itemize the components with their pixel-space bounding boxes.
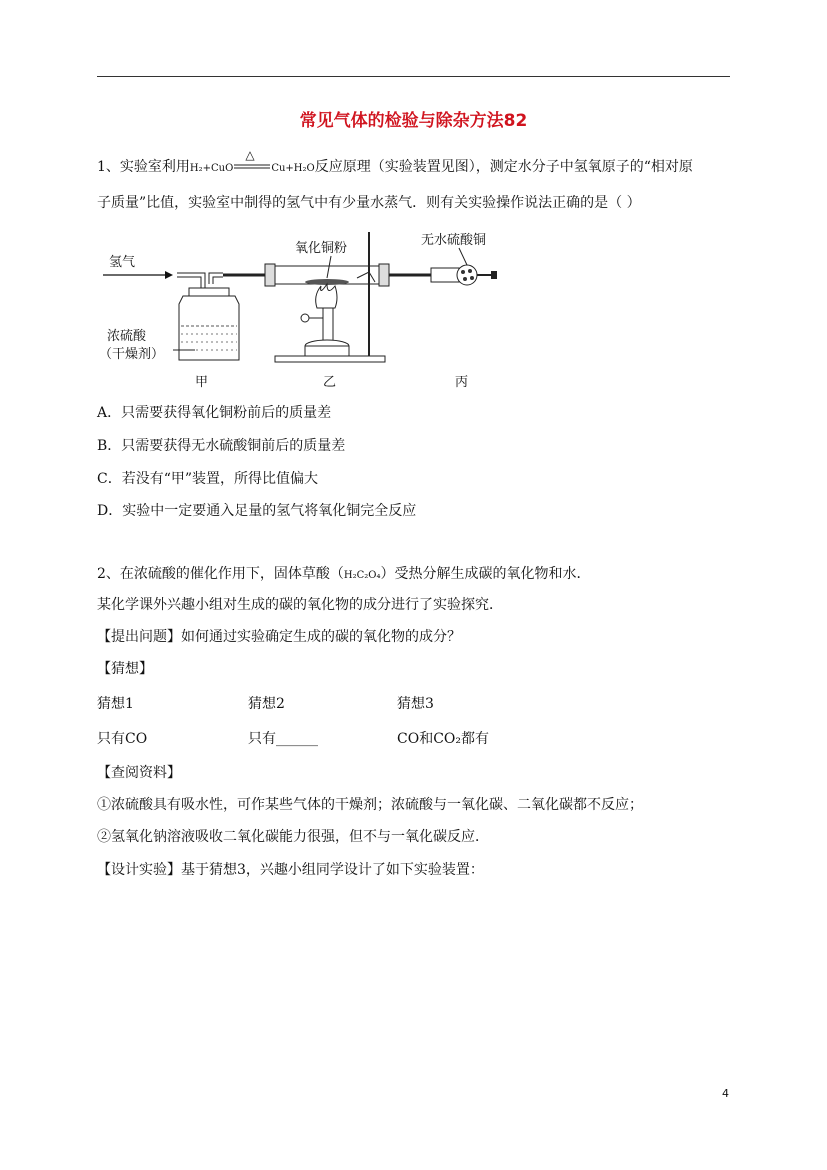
option-d: D．实验中一定要通入足量的氢气将氧化铜完全反应	[97, 503, 417, 519]
guess-heading: 【猜想】	[97, 661, 153, 677]
apparatus-figure	[95, 222, 515, 394]
option-a: A．只需要获得氧化铜粉前后的质量差	[97, 405, 332, 421]
material-2: ②氢氧化钠溶液吸收二氧化碳能力很强，但不与一氧化碳反应．	[97, 829, 489, 845]
q1-stem-rest: 反应原理（实验装置见图），测定水分子中氢氧原子的“相对原	[314, 159, 693, 175]
guess-1-content: 只有CO	[97, 731, 148, 747]
heat-symbol: △	[245, 148, 255, 162]
q2-line1-start: 2、在浓硫酸的催化作用下，固体草酸（	[97, 566, 344, 582]
option-b: B．只需要获得无水硫酸铜前后的质量差	[97, 438, 346, 454]
page-number: 4	[722, 1087, 729, 1100]
label-yi: 乙	[323, 375, 337, 390]
q1-stem-start: 1、实验室利用	[97, 159, 190, 175]
materials-heading: 【查阅资料】	[97, 765, 181, 781]
q2-line1-end: ）受热分解生成碳的氧化物和水．	[380, 566, 591, 582]
q1-stem-line2: 子质量”比值，实验室中制得的氢气中有少量水蒸气．则有关实验操作说法正确的是（ ）	[97, 195, 641, 211]
header-rule	[97, 76, 730, 77]
guess-2-name: 猜想2	[248, 696, 285, 712]
q1-stem-line1	[97, 148, 693, 176]
flame	[316, 284, 337, 308]
drying-tube	[431, 265, 497, 285]
guess-1-name: 猜想1	[97, 696, 134, 712]
q2-line2: 某化学课外兴趣小组对生成的碳的氧化物的成分进行了实验探究．	[97, 597, 503, 613]
page-title: 常见气体的检验与除杂方法82	[299, 111, 528, 131]
option-c: C．若没有“甲”装置，所得比值偏大	[97, 471, 319, 487]
label-cuso4: 无水硫酸铜	[421, 233, 487, 248]
equation-arrow	[233, 148, 271, 174]
label-bing: 丙	[455, 375, 469, 390]
design-heading: 【设计实验】基于猜想3，兴趣小组同学设计了如下实验装置：	[97, 862, 484, 878]
oxalic-formula: H₂C₂O₄	[343, 570, 381, 581]
outlet-tube	[209, 273, 223, 284]
guess-2-content: 只有______	[248, 731, 318, 747]
q2-line1	[97, 563, 591, 583]
guess-3-content: CO和CO₂都有	[397, 731, 489, 747]
wash-bottle	[179, 288, 239, 360]
label-cuo: 氧化铜粉	[295, 241, 348, 256]
equation-right: Cu+H₂O	[271, 163, 315, 174]
guess-3-name: 猜想3	[397, 696, 434, 712]
label-jia: 甲	[195, 375, 209, 390]
label-acid: 浓硫酸	[107, 329, 147, 344]
label-dryer: （干燥剂）	[99, 347, 165, 362]
equation-left: H₂+CuO	[189, 163, 234, 174]
label-hydrogen: 氢气	[109, 255, 136, 270]
burner	[301, 308, 349, 356]
material-1: ①浓硫酸具有吸水性，可作某些气体的干燥剂；浓硫酸与一氧化碳、二氧化碳都不反应；	[97, 797, 643, 813]
q2-question: 【提出问题】如何通过实验确定生成的碳的氧化物的成分？	[97, 629, 461, 645]
